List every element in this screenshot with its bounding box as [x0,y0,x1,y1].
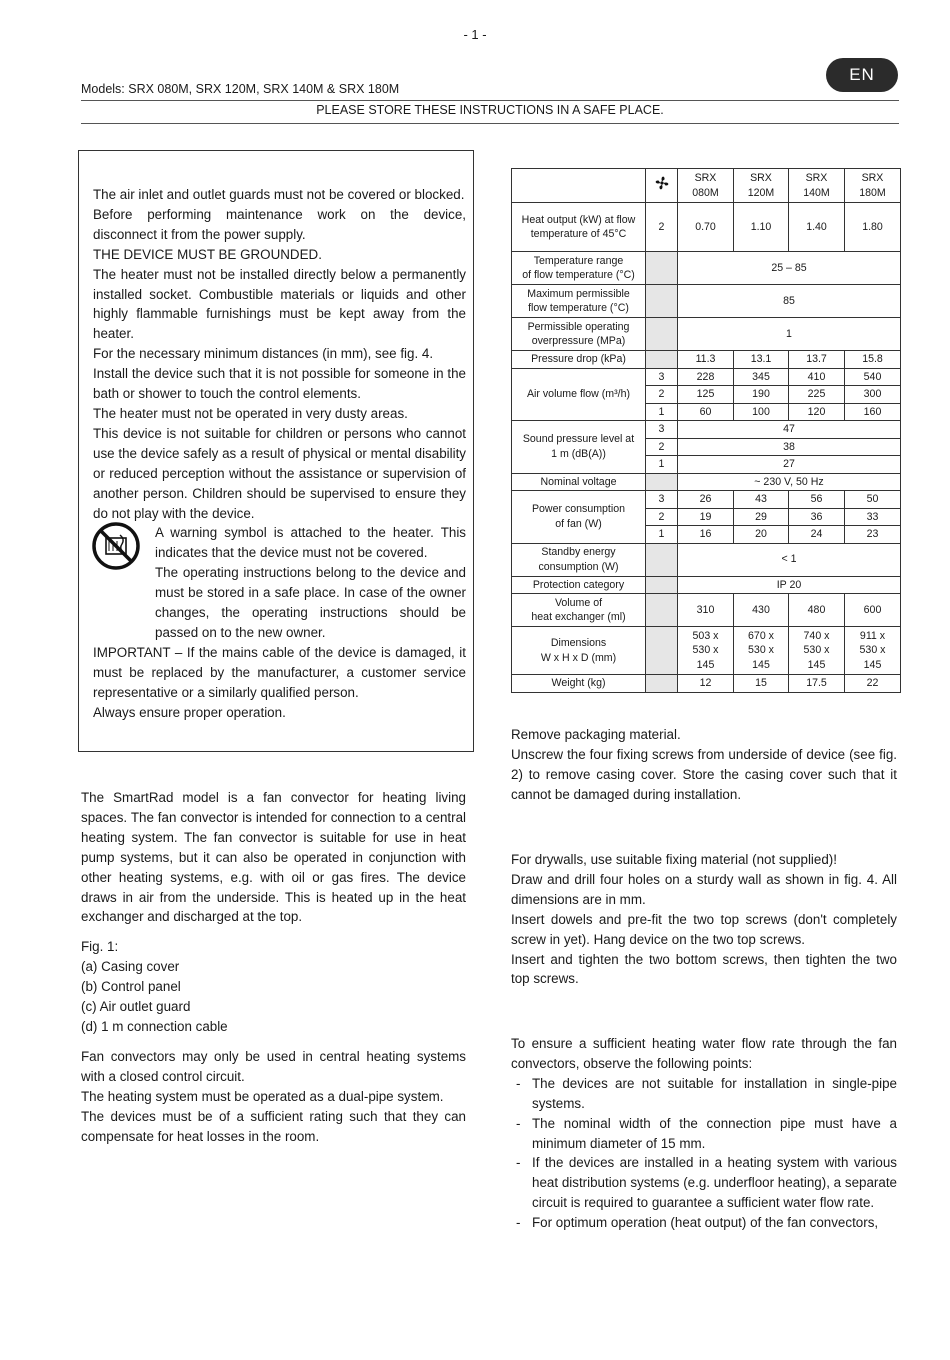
value-cell: 26 [678,491,734,509]
table-row [512,627,901,675]
value-cell: 540 [845,368,901,386]
value-cell: 310 [678,594,734,627]
value-cell: < 1 [678,543,901,576]
flow-rate-section [511,1034,897,1233]
fan-speed-header [646,169,678,203]
speed-cell: 1 [646,456,678,474]
model-header: SRX 140M [789,169,845,203]
row-label: Sound pressure level at 1 m (dB(A)) [512,421,646,474]
table-row [512,318,901,351]
usage-paragraph: Fan convectors may only be used in central heating systems with a closed control circuit. [81,1048,466,1084]
row-label: Power consumption of fan (W) [512,491,646,544]
store-notice: PLEASE STORE THESE INSTRUCTIONS IN A SAFE PLACE. [316,103,664,117]
mounting-paragraph: For drywalls, use suitable fixing material (not supplied)! [511,852,837,867]
warning-paragraph: Always ensure proper operation. [93,704,286,720]
speed-cell: 3 [646,491,678,509]
usage-paragraph: The heating system must be operated as a dual-pipe system. [81,1088,444,1104]
speed-cell: 2 [646,508,678,526]
safety-warning-text [93,185,466,722]
table-row [512,421,901,439]
value-cell: 0.70 [678,203,734,252]
table-row [512,675,901,693]
value-cell: 300 [845,386,901,404]
fan-icon [654,175,670,191]
empty-speed-cell [646,576,678,594]
speed-cell: 3 [646,368,678,386]
value-cell: 12 [678,675,734,693]
figure-item: (d) 1 m connection cable [81,1018,228,1034]
value-cell: 345 [734,368,789,386]
empty-speed-cell [646,627,678,675]
value-cell: 1 [678,318,901,351]
list-item: - For optimum operation (heat output) of the fan convectors, [511,1213,897,1233]
value-cell: 1.80 [845,203,901,252]
table-row [512,543,901,576]
mounting-paragraph: Insert and tighten the two bottom screws, then tighten the two top screws. [511,951,897,987]
row-label: Protection category [512,576,646,594]
warning-paragraph: THE DEVICE MUST BE GROUNDED. [93,246,322,262]
value-cell: 19 [678,508,734,526]
do-not-cover-icon [91,521,141,571]
top-rule [81,100,899,101]
unpacking-paragraph: Unscrew the four fixing screws from underside of device (see fig. 2) to remove casing cover. Store the casing cover such that it cannot be damaged during installation. [511,746,897,802]
value-cell: 670 x 530 x 145 [734,627,789,675]
language-badge: EN [826,58,898,92]
value-cell: 20 [734,526,789,544]
value-cell: IP 20 [678,576,901,594]
value-cell: 190 [734,386,789,404]
value-cell: 911 x 530 x 145 [845,627,901,675]
safety-warning-box [78,150,474,752]
value-cell: 43 [734,491,789,509]
value-cell: 23 [845,526,901,544]
value-cell: 29 [734,508,789,526]
table-row [512,491,901,509]
list-item: - If the devices are installed in a heating system with various heat distribution systems (e.g. underfloor heating), a separate circuit is required to guarantee a sufficient water flow rate. [511,1153,897,1213]
row-label: Nominal voltage [512,473,646,491]
table-corner-cell [512,169,646,203]
value-cell: 13.7 [789,351,845,369]
table-row [512,576,901,594]
value-cell: 27 [678,456,901,474]
table-row [512,285,901,318]
value-cell: 100 [734,403,789,421]
empty-speed-cell [646,594,678,627]
speed-cell: 2 [646,386,678,404]
value-cell: 120 [789,403,845,421]
value-cell: 410 [789,368,845,386]
value-cell: 33 [845,508,901,526]
flow-intro: To ensure a sufficient heating water flow rate through the fan convectors, observe the following points: [511,1036,897,1071]
value-cell: 15.8 [845,351,901,369]
mounting-paragraph: Draw and drill four holes on a sturdy wall as shown in fig. 4. All dimensions are in mm. [511,871,897,907]
warning-paragraph: The air inlet and outlet guards must not be covered or blocked. [93,187,465,202]
row-label: Air volume flow (m³/h) [512,368,646,421]
list-item: - The devices are not suitable for installation in single-pipe systems. [511,1074,897,1114]
value-cell: 24 [789,526,845,544]
figure-item: (c) Air outlet guard [81,999,191,1015]
speed-cell: 1 [646,403,678,421]
row-label: Weight (kg) [512,675,646,693]
value-cell: 60 [678,403,734,421]
empty-speed-cell [646,252,678,285]
value-cell: 22 [845,675,901,693]
technical-data-table [511,168,901,693]
empty-speed-cell [646,675,678,693]
empty-speed-cell [646,473,678,491]
model-header: SRX 180M [845,169,901,203]
value-cell: 16 [678,526,734,544]
value-cell: 36 [789,508,845,526]
page-number: - 1 - [463,27,487,42]
value-cell: 480 [789,594,845,627]
figure-item: (a) Casing cover [81,959,180,975]
value-cell: 1.10 [734,203,789,252]
value-cell: 228 [678,368,734,386]
warning-paragraph: The heater must not be installed directly below a permanently installed socket. Combustible materials or liquids and other highly flammable furnishings must be kept away from the heater. [93,266,466,342]
table-header-row [512,169,901,203]
value-cell: 85 [678,285,901,318]
speed-cell: 3 [646,421,678,439]
unpacking-section [511,725,897,805]
value-cell: 13.1 [734,351,789,369]
description-intro: The SmartRad model is a fan convector for heating living spaces. The fan convector is intended for connection to a central heating system. The fan convector is suitable for use in heat pump systems, but it can also be operated in conjunction with other heating systems, e.g. with oil or gas fires. The device draws in air from the underside. This is heated up in the heat exchanger and discharged at the top. [81,790,466,925]
value-cell: 11.3 [678,351,734,369]
list-item: - The nominal width of the connection pipe must have a minimum diameter of 15 mm. [511,1114,897,1154]
warning-symbol-block [93,523,466,642]
figure-title: Fig. 1: [81,939,119,955]
model-header: SRX 120M [734,169,789,203]
value-cell: 430 [734,594,789,627]
speed-cell: 2 [646,203,678,252]
value-cell: 600 [845,594,901,627]
mounting-section [511,850,897,989]
table-row [512,252,901,285]
warning-paragraph: This device is not suitable for children or persons who cannot use the device safely as a result of physical or mental disability or reduced perception without the assistance or supervision of another person. Children should be supervised to ensure they do not play with the device. [93,425,466,521]
table-row [512,203,901,252]
warning-paragraph: IMPORTANT – If the mains cable of the device is damaged, it must be replaced by the manufacturer, a customer service representative or a similarly qualified person. [93,644,466,700]
row-label: Heat output (kW) at flow temperature of 45°C [512,203,646,252]
row-label: Pressure drop (kPa) [512,351,646,369]
value-cell: 15 [734,675,789,693]
row-label: Dimensions W x H x D (mm) [512,627,646,675]
table-row [512,594,901,627]
warning-paragraph: Before performing maintenance work on the device, disconnect it from the power supply. [93,206,466,242]
warning-paragraph: For the necessary minimum distances (in mm), see fig. 4. [93,346,434,362]
models-heading: Models: SRX 080M, SRX 120M, SRX 140M & SRX 180M [81,82,400,96]
value-cell: 1.40 [789,203,845,252]
empty-speed-cell [646,351,678,369]
value-cell: 50 [845,491,901,509]
usage-paragraph: The devices must be of a sufficient rating such that they can compensate for heat losses in the room. [81,1108,466,1144]
warning-paragraph: A warning symbol is attached to the heater. This indicates that the device must not be covered. [155,525,466,561]
value-cell: 740 x 530 x 145 [789,627,845,675]
value-cell: 503 x 530 x 145 [678,627,734,675]
value-cell: 38 [678,438,901,456]
row-label: Volume of heat exchanger (ml) [512,594,646,627]
flow-requirements-list [511,1074,897,1233]
row-label: Permissible operating overpressure (MPa) [512,318,646,351]
header-rule [81,123,899,124]
model-header: SRX 080M [678,169,734,203]
figure-item: (b) Control panel [81,979,181,995]
speed-cell: 2 [646,438,678,456]
row-label: Standby energy consumption (W) [512,543,646,576]
value-cell: ~ 230 V, 50 Hz [678,473,901,491]
empty-speed-cell [646,285,678,318]
table-row [512,368,901,386]
value-cell: 47 [678,421,901,439]
row-label: Temperature range of flow temperature (°C) [512,252,646,285]
empty-speed-cell [646,318,678,351]
value-cell: 17.5 [789,675,845,693]
warning-paragraph: The heater must not be operated in very dusty areas. [93,405,408,421]
speed-cell: 1 [646,526,678,544]
unpacking-paragraph: Remove packaging material. [511,727,681,742]
value-cell: 125 [678,386,734,404]
value-cell: 225 [789,386,845,404]
value-cell: 56 [789,491,845,509]
empty-speed-cell [646,543,678,576]
row-label: Maximum permissible flow temperature (°C) [512,285,646,318]
table-row [512,351,901,369]
description-section [81,788,466,1146]
value-cell: 160 [845,403,901,421]
table-row [512,473,901,491]
warning-paragraph: Install the device such that it is not possible for someone in the bath or shower to touch the control elements. [93,366,466,402]
value-cell: 25 – 85 [678,252,901,285]
warning-paragraph: The operating instructions belong to the device and must be stored in a safe place. In case of the owner changes, the operating instructions should be passed on to the new owner. [155,565,466,640]
mounting-paragraph: Insert dowels and pre-fit the two top screws (don't completely screw in yet). Hang device on the two top screws. [511,911,897,947]
